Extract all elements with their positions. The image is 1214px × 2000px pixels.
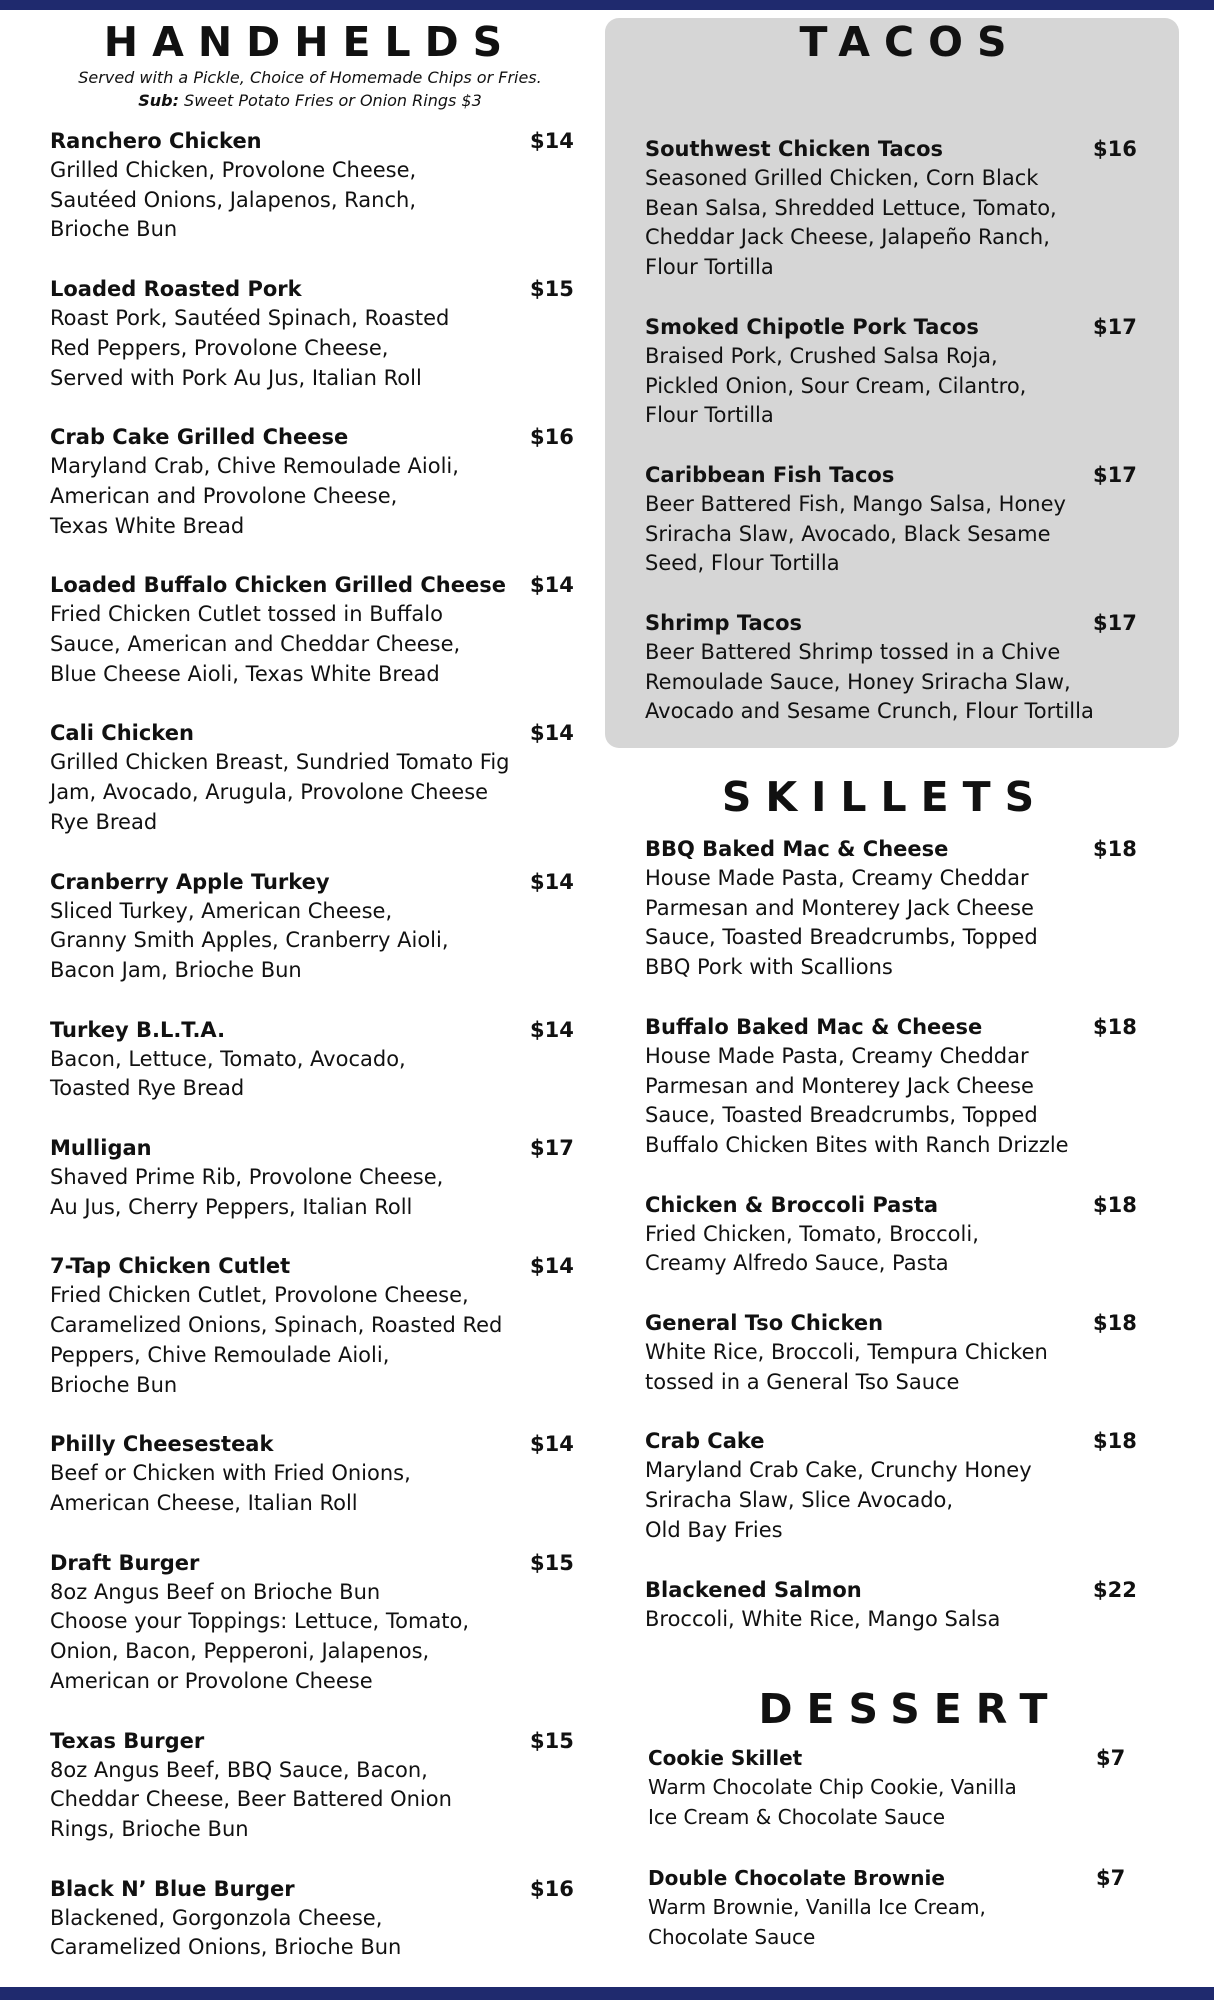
item-name: Crab Cake	[645, 1429, 765, 1454]
tacos-menu-item	[645, 134, 1135, 283]
handhelds-note-sides: Served with a Pickle, Choice of Homemade Chips or Fries.	[78, 68, 542, 87]
item-name: General Tso Chicken	[645, 1311, 884, 1336]
tacos-section	[645, 18, 1135, 727]
item-price: $15	[530, 1550, 574, 1575]
handhelds-menu-item	[50, 867, 574, 986]
item-description: Braised Pork, Crushed Salsa Roja, Pickled Onion, Sour Cream, Cilantro, Flour Tortilla	[645, 343, 1027, 428]
handhelds-menu-item	[50, 570, 574, 689]
handhelds-menu-item	[50, 126, 574, 245]
skillets-menu-item	[645, 1308, 1135, 1397]
item-description: Roast Pork, Sautéed Spinach, Roasted Red Peppers, Provolone Cheese, Served with Pork Au Jus, Italian Roll	[50, 306, 450, 390]
item-price: $18	[1093, 1192, 1137, 1217]
item-price: $7	[1096, 1866, 1126, 1891]
dessert-menu-item	[648, 1863, 1135, 1952]
dessert-title: DESSERT	[758, 1685, 1062, 1733]
item-price: $14	[530, 721, 574, 746]
item-name: Cookie Skillet	[648, 1746, 803, 1770]
item-description: Warm Chocolate Chip Cookie, Vanilla Ice Cream & Chocolate Sauce	[648, 1775, 1017, 1829]
dessert-list	[648, 1743, 1135, 1953]
handhelds-note	[50, 66, 570, 112]
item-name: Texas Burger	[50, 1728, 205, 1753]
item-price: $22	[1093, 1577, 1137, 1602]
item-description: Beer Battered Fish, Mango Salsa, Honey Sriracha Slaw, Avocado, Black Sesame Seed, Flour Tortilla	[645, 491, 1066, 576]
item-description: House Made Pasta, Creamy Cheddar Parmesan and Monterey Jack Cheese Sauce, Toasted Breadcrumbs, Topped BBQ Pork with Scallions	[645, 866, 1038, 980]
skillets-list	[645, 834, 1135, 1634]
item-price: $18	[1093, 1014, 1137, 1039]
handhelds-menu-item	[50, 1015, 574, 1104]
item-price: $14	[530, 1254, 574, 1279]
item-name: Philly Cheesesteak	[50, 1432, 274, 1457]
item-name: Turkey B.L.T.A.	[50, 1017, 226, 1042]
item-price: $14	[530, 869, 574, 894]
item-description: Fried Chicken, Tomato, Broccoli, Creamy Alfredo Sauce, Pasta	[645, 1221, 979, 1276]
item-name: Loaded Buffalo Chicken Grilled Cheese	[50, 573, 506, 598]
item-price: $17	[1093, 314, 1137, 339]
tacos-menu-item	[645, 460, 1135, 579]
item-description: Maryland Crab, Chive Remoulade Aioli, American and Provolone Cheese, Texas White Bread	[50, 454, 459, 538]
handhelds-menu-item	[50, 1874, 574, 1963]
item-description: Beer Battered Shrimp tossed in a Chive Remoulade Sauce, Honey Sriracha Slaw, Avocado and Sesame Crunch, Flour Tortilla	[645, 640, 1094, 724]
item-name: Crab Cake Grilled Cheese	[50, 425, 349, 450]
item-description: Seasoned Grilled Chicken, Corn Black Bean Salsa, Shredded Lettuce, Tomato, Cheddar Jack Cheese, Jalapeño Ranch, Flour Tortilla	[645, 166, 1057, 280]
item-description: Sliced Turkey, American Cheese, Granny Smith Apples, Cranberry Aioli, Bacon Jam, Brioche Bun	[50, 898, 449, 982]
top-accent-bar	[0, 0, 1214, 10]
item-description: Grilled Chicken Breast, Sundried Tomato Fig Jam, Avocado, Arugula, Provolone Cheese Rye Bread	[50, 750, 510, 834]
item-description: Bacon, Lettuce, Tomato, Avocado, Toasted Rye Bread	[50, 1046, 406, 1101]
item-name: Draft Burger	[50, 1550, 200, 1575]
handhelds-list	[50, 126, 574, 1963]
item-price: $15	[530, 277, 574, 302]
skillets-menu-item	[645, 1575, 1135, 1635]
handhelds-menu-item	[50, 1726, 574, 1845]
item-description: Blackened, Gorgonzola Cheese, Caramelized Onions, Brioche Bun	[50, 1905, 402, 1960]
dessert-section	[645, 1685, 1135, 1953]
item-name: Chicken & Broccoli Pasta	[645, 1192, 939, 1217]
item-price: $18	[1093, 1311, 1137, 1336]
item-description: 8oz Angus Beef, BBQ Sauce, Bacon, Cheddar Cheese, Beer Battered Onion Rings, Brioche Bun	[50, 1757, 452, 1841]
handhelds-note-sub	[50, 89, 570, 112]
skillets-menu-item	[645, 834, 1135, 983]
sub-label: Sub:	[138, 91, 179, 110]
tacos-menu-item	[645, 312, 1135, 431]
item-name: Southwest Chicken Tacos	[645, 137, 944, 161]
item-description: White Rice, Broccoli, Tempura Chicken tossed in a General Tso Sauce	[645, 1340, 1048, 1394]
dessert-menu-item	[648, 1743, 1135, 1832]
sub-text: Sweet Potato Fries or Onion Rings $3	[178, 91, 482, 110]
item-price: $17	[530, 1136, 574, 1161]
item-price: $16	[1093, 137, 1137, 161]
item-description: House Made Pasta, Creamy Cheddar Parmesan and Monterey Jack Cheese Sauce, Toasted Breadcrumbs, Topped Buffalo Chicken Bites with Ranch Drizzle	[645, 1043, 1069, 1157]
skillets-menu-item	[645, 1190, 1135, 1279]
tacos-list	[645, 134, 1135, 727]
item-price: $14	[530, 1017, 574, 1042]
item-name: Caribbean Fish Tacos	[645, 462, 895, 487]
handhelds-menu-item	[50, 1429, 574, 1518]
item-name: Cranberry Apple Turkey	[50, 869, 330, 894]
item-price: $14	[530, 129, 574, 153]
item-price: $15	[530, 1728, 574, 1753]
handhelds-section	[50, 18, 574, 1963]
skillets-menu-item	[645, 1426, 1135, 1545]
item-price: $16	[530, 1876, 574, 1901]
item-name: 7-Tap Chicken Cutlet	[50, 1254, 291, 1279]
item-description: Beef or Chicken with Fried Onions, American Cheese, Italian Roll	[50, 1461, 411, 1515]
handhelds-menu-item	[50, 274, 574, 393]
handhelds-menu-item	[50, 718, 574, 837]
item-description: Broccoli, White Rice, Mango Salsa	[645, 1606, 1001, 1631]
tacos-title: TACOS	[799, 18, 1021, 66]
item-price: $14	[530, 1432, 574, 1457]
item-price: $16	[530, 425, 574, 450]
item-name: Smoked Chipotle Pork Tacos	[645, 314, 979, 339]
handhelds-menu-item	[50, 1133, 574, 1222]
item-description: 8oz Angus Beef on Brioche Bun Choose your Toppings: Lettuce, Tomato, Onion, Bacon, Pepperoni, Jalapenos, American or Provolone Cheese	[50, 1579, 470, 1693]
handhelds-menu-item	[50, 1548, 574, 1697]
item-price: $17	[1093, 611, 1137, 636]
handhelds-menu-item	[50, 1251, 574, 1400]
item-name: Ranchero Chicken	[50, 129, 262, 153]
item-name: Buffalo Baked Mac & Cheese	[645, 1014, 983, 1039]
item-description: Maryland Crab Cake, Crunchy Honey Sriracha Slaw, Slice Avocado, Old Bay Fries	[645, 1458, 1032, 1542]
item-name: Double Chocolate Brownie	[648, 1866, 945, 1891]
bottom-accent-bar	[0, 1987, 1214, 2000]
item-name: Cali Chicken	[50, 721, 194, 746]
handhelds-title: HANDHELDS	[103, 18, 517, 66]
item-description: Fried Chicken Cutlet tossed in Buffalo Sauce, American and Cheddar Cheese, Blue Cheese Aioli, Texas White Bread	[50, 602, 461, 686]
item-name: Blackened Salmon	[645, 1577, 862, 1602]
item-description: Grilled Chicken, Provolone Cheese, Sautéed Onions, Jalapenos, Ranch, Brioche Bun	[50, 158, 417, 242]
item-price: $14	[530, 573, 574, 598]
item-price: $18	[1093, 1429, 1137, 1454]
item-name: Black N’ Blue Burger	[50, 1876, 295, 1901]
item-price: $7	[1096, 1746, 1126, 1770]
item-description: Shaved Prime Rib, Provolone Cheese, Au Jus, Cherry Peppers, Italian Roll	[50, 1165, 444, 1219]
item-price: $18	[1093, 837, 1137, 861]
skillets-section	[645, 773, 1135, 1634]
skillets-menu-item	[645, 1012, 1135, 1161]
item-price: $17	[1093, 462, 1137, 487]
item-name: Shrimp Tacos	[645, 611, 803, 636]
handhelds-menu-item	[50, 422, 574, 541]
skillets-title: SKILLETS	[721, 773, 1049, 821]
item-name: BBQ Baked Mac & Cheese	[645, 837, 949, 861]
item-description: Warm Brownie, Vanilla Ice Cream, Chocolate Sauce	[648, 1895, 986, 1950]
item-name: Mulligan	[50, 1136, 152, 1161]
item-name: Loaded Roasted Pork	[50, 277, 302, 302]
tacos-menu-item	[645, 608, 1135, 727]
item-description: Fried Chicken Cutlet, Provolone Cheese, Caramelized Onions, Spinach, Roasted Red Peppers, Chive Remoulade Aioli, Brioche Bun	[50, 1283, 503, 1397]
